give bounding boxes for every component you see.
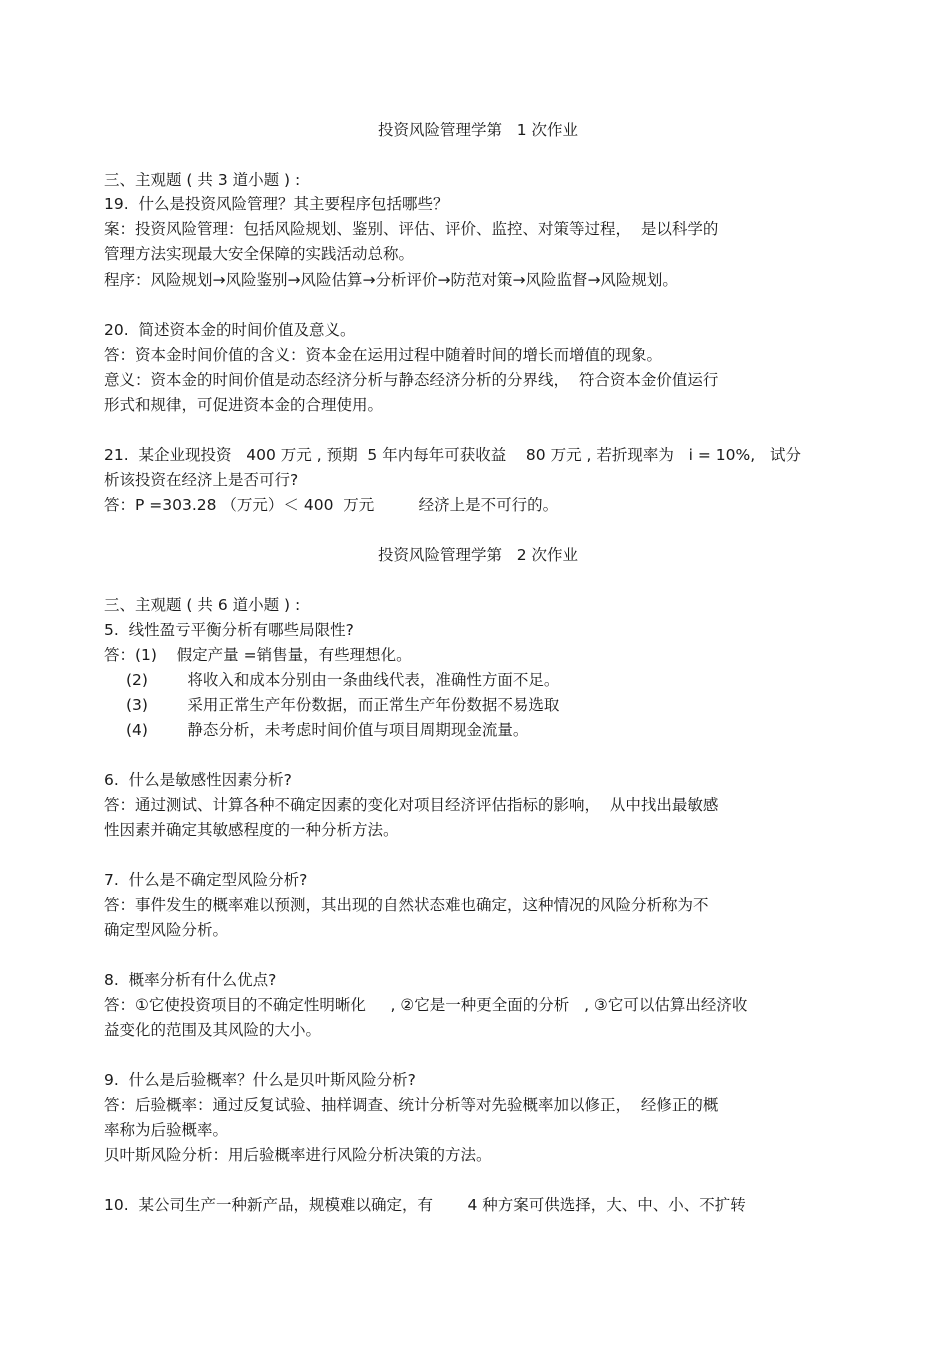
section2-header: 三、主观题 ( 共 6 道小题 ) :: [104, 596, 301, 614]
q7-answer-line2: 确定型风险分析。: [104, 921, 229, 939]
q21-question-line1: 21. 某企业现投资 400 万元 , 预期 5 年内每年可获收益 80 万元 , 若折现率为 i = 10%, 试分: [104, 446, 801, 464]
q19-question: 19. 什么是投资风险管理？其主要程序包括哪些？: [104, 195, 449, 213]
q5-answer-line4: (4) 静态分析，未考虑时间价值与项目周期现金流量。: [126, 721, 529, 739]
q20-question: 20. 简述资本金的时间价值及意义。: [104, 321, 356, 339]
q21-question-line2: 析该投资在经济上是否可行?: [104, 471, 299, 489]
q6-answer-line2: 性因素并确定其敏感程度的一种分析方法。: [104, 821, 399, 839]
section1-header: 三、主观题 ( 共 3 道小题 ) :: [104, 171, 301, 189]
q8-question: 8. 概率分析有什么优点?: [104, 971, 277, 989]
q8-answer-line1: 答：①它使投资项目的不确定性明晰化 , ②它是一种更全面的分析 , ③它可以估算出经济收: [104, 996, 748, 1014]
q21-answer: 答：P =303.28 （万元）＜ 400 万元 经济上是不可行的。: [104, 496, 559, 514]
q9-question: 9. 什么是后验概率？什么是贝叶斯风险分析?: [104, 1071, 416, 1089]
q10-question-line1: 10. 某公司生产一种新产品，规模难以确定，有 4 种方案可供选择，大、中、小、不扩转: [104, 1196, 746, 1214]
q8-answer-line2: 益变化的范围及其风险的大小。: [104, 1021, 322, 1039]
q5-answer-line1: 答：(1) 假定产量 =销售量，有些理想化。: [104, 646, 412, 664]
q19-answer-line1: 案：投资风险管理：包括风险规划、鉴别、评估、评价、监控、对策等过程， 是以科学的: [104, 220, 719, 238]
q5-answer-line2: (2) 将收入和成本分别由一条曲线代表，准确性方面不足。: [126, 671, 560, 689]
q20-answer-line3: 形式和规律，可促进资本金的合理使用。: [104, 396, 384, 414]
q9-answer-line1: 答：后验概率：通过反复试验、抽样调查、统计分析等对先验概率加以修正， 经修正的概: [104, 1096, 719, 1114]
q19-answer-line2: 管理方法实现最大安全保障的实践活动总称。: [104, 245, 415, 263]
section1-title: 投资风险管理学第 1 次作业: [377, 121, 579, 139]
q5-question: 5. 线性盈亏平衡分析有哪些局限性?: [104, 621, 354, 639]
q6-answer-line1: 答：通过测试、计算各种不确定因素的变化对项目经济评估指标的影响， 从中找出最敏感: [104, 796, 719, 814]
section2-title: 投资风险管理学第 2 次作业: [377, 546, 579, 564]
q7-answer-line1: 答：事件发生的概率难以预测，其出现的自然状态难也确定，这种情况的风险分析称为不: [104, 896, 709, 914]
q6-question: 6. 什么是敏感性因素分析?: [104, 771, 292, 789]
q20-answer-line1: 答：资本金时间价值的含义：资本金在运用过程中随着时间的增长而增值的现象。: [104, 346, 663, 364]
q9-answer-line2: 率称为后验概率。: [104, 1121, 229, 1139]
q7-question: 7. 什么是不确定型风险分析?: [104, 871, 308, 889]
q5-answer-line3: (3) 采用正常生产年份数据，而正常生产年份数据不易选取: [126, 696, 560, 714]
q20-answer-line2: 意义：资本金的时间价值是动态经济分析与静态经济分析的分界线， 符合资本金价值运行: [104, 371, 719, 389]
q19-answer-line3: 程序：风险规划→风险鉴别→风险估算→分析评价→防范对策→风险监督→风险规划。: [104, 271, 678, 289]
q9-answer-line3: 贝叶斯风险分析：用后验概率进行风险分析决策的方法。: [104, 1146, 492, 1164]
